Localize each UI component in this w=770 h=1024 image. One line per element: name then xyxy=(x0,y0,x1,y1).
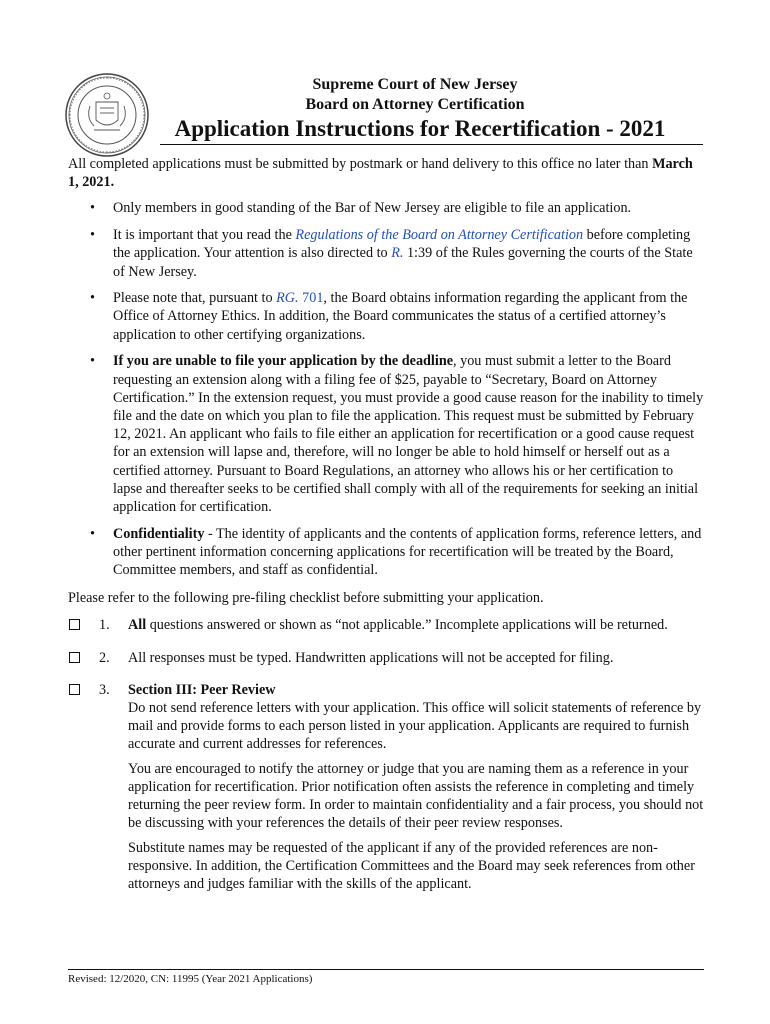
list-item xyxy=(68,352,704,516)
footer-revision: Revised: 12/2020, CN: 11995 (Year 2021 Applications) xyxy=(68,973,313,985)
item-text: questions answered or shown as “not applicable.” Incomplete applications will be returned. xyxy=(146,617,668,634)
bullet-icon: • xyxy=(90,200,95,217)
rg-701-link[interactable]: 701 xyxy=(298,290,324,307)
document-body xyxy=(68,155,704,907)
item-text: All responses must be typed. Handwritten applications will not be accepted for filing. xyxy=(128,649,614,666)
checklist-item-1 xyxy=(68,616,704,634)
item-number: 3. xyxy=(99,681,110,698)
item-number: 2. xyxy=(99,649,110,666)
list-item xyxy=(68,199,704,217)
checkbox-3[interactable] xyxy=(69,684,80,695)
bullet-heading: If you are unable to file your application by the deadline xyxy=(113,353,454,370)
title-divider xyxy=(160,144,703,145)
bullet-icon: • xyxy=(90,227,95,244)
court-seal-logo xyxy=(64,72,150,158)
item-paragraph: You are encouraged to notify the attorney or judge that you are naming them as a reference in your application for recertification. Prior notification often assists the reference in completing and timely returning the peer review form. In order to maintain confidentiality and a fair process, you should not be discussing with your references the details of their peer review responses. xyxy=(128,760,704,832)
bullet-text: It is important that you read the xyxy=(113,227,296,244)
list-item xyxy=(68,289,704,344)
bullet-text: before completing the application. Your attention is also directed to xyxy=(113,227,691,262)
bullet-text: , you must submit a letter to the Board requesting an extension along with a filing fee of $25, payable to “Secretary, Board on Attorney Certification.” In the extension request, you must provide a good cause reason for the inability to timely file and the date on which you plan to file the application. This request must be submitted by February 12, 2021. An applicant who fails to file either an application for recertification or a good cause request for an extension will lapse and, therefore, will no longer be able to hold himself or herself out as a certified attorney. Pursuant to Board Regulations, an attorney who allows his or her certification to lapse and thereafter seeks to be certified shall comply with all of the requirements for seeking an initial application for certification. xyxy=(113,353,704,515)
bullet-text: 1:39 of the Rules governing the courts of the State of New Jersey. xyxy=(113,245,693,280)
bullet-text: Only members in good standing of the Bar of New Jersey are eligible to file an application. xyxy=(113,200,632,217)
checklist-item-2 xyxy=(68,649,704,667)
footer-divider xyxy=(68,969,704,970)
bullet-text: - The identity of applicants and the contents of application forms, reference letters, and other pertinent information concerning applications for recertification will be treated by the Board, Committee members, and staff as confidential. xyxy=(113,525,702,579)
item-paragraph: Substitute names may be requested of the applicant if any of the provided references are non-responsive. In addition, the Certification Committees and the Board may seek references from other attorneys and judges familiar with the skills of the applicant. xyxy=(128,839,695,892)
item-heading: Section III: Peer Review xyxy=(128,681,276,698)
checkbox-1[interactable] xyxy=(69,619,80,630)
bullet-icon: • xyxy=(90,353,95,370)
list-item xyxy=(68,226,704,281)
checklist-intro: Please refer to the following pre-filing checklist before submitting your application. xyxy=(68,590,544,607)
court-name: Supreme Court of New Jersey xyxy=(312,76,518,93)
item-bold: All xyxy=(128,617,147,634)
rg-link[interactable]: RG. xyxy=(276,290,299,307)
deadline-date: March 1, 2021. xyxy=(68,156,693,191)
bullet-heading: Confidentiality xyxy=(113,525,205,542)
item-number: 1. xyxy=(99,617,110,634)
item-paragraph: Do not send reference letters with your application. This office will solicit statements of reference by mail and provide forms to each person listed in your application. Applicants are required to furnish accurate and current addresses for references. xyxy=(128,700,702,753)
rule-link[interactable]: R. xyxy=(391,245,404,262)
prefiling-checklist xyxy=(68,616,704,893)
checklist-item-3 xyxy=(68,681,704,893)
page-title: Application Instructions for Recertification - 2021 xyxy=(174,116,666,141)
list-item xyxy=(68,525,704,580)
bullet-text: Please note that, pursuant to xyxy=(113,290,277,307)
intro-text: All completed applications must be submitted by postmark or hand delivery to this office no later than xyxy=(68,156,653,172)
bullet-icon: • xyxy=(90,525,95,542)
intro-paragraph xyxy=(68,155,704,191)
checkbox-2[interactable] xyxy=(69,652,80,663)
bullet-text: , the Board obtains information regarding the applicant from the Office of Attorney Ethics. In addition, the Board communicates the status of a certified attorney’s application to other certifying organizations. xyxy=(113,290,688,343)
regulations-link[interactable]: Regulations of the Board on Attorney Certification xyxy=(295,227,584,244)
bullet-icon: • xyxy=(90,290,95,307)
bullet-list xyxy=(68,199,704,579)
board-name: Board on Attorney Certification xyxy=(305,96,525,113)
